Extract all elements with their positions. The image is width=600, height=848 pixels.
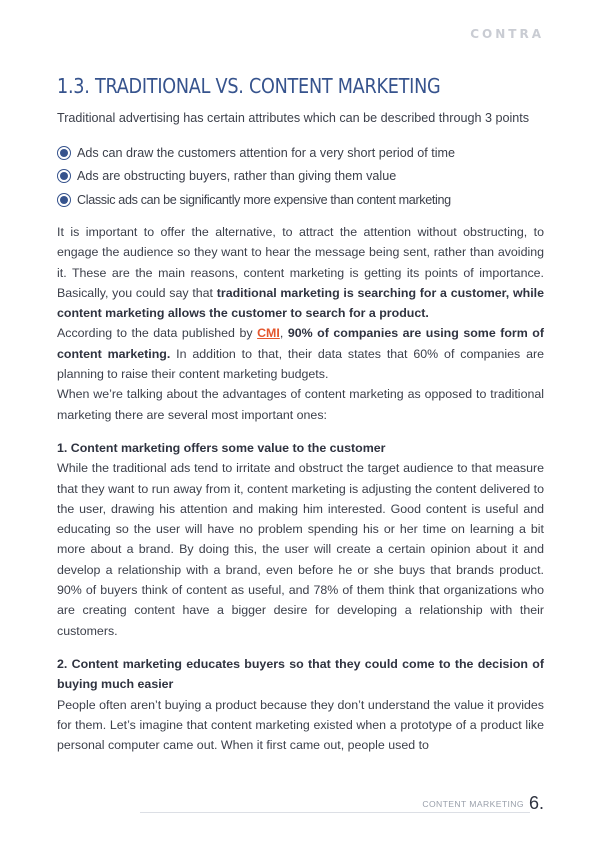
paragraph-text: In addition to that, their data states that 60% of companies are planning to raise their content marketing budgets. bbox=[57, 346, 544, 382]
list-item bbox=[57, 141, 547, 165]
radio-bullet-icon bbox=[57, 193, 71, 207]
list-item bbox=[57, 188, 547, 212]
list-item-text: Classic ads can be significantly more expensive than content marketing bbox=[77, 192, 451, 207]
paragraph: People often aren’t buying a product because they don’t understand the value it provides for them. Let’s imagine that content marketing existed when a prototype of a product like personal computer came out. When it first came out, people used to bbox=[57, 697, 544, 753]
list-item-text: Ads are obstructing buyers, rather than giving them value bbox=[77, 169, 397, 184]
intro-text: Traditional advertising has certain attributes which can be described through 3 points bbox=[57, 111, 530, 125]
paragraph: When we’re talking about the advantages of content marketing as opposed to traditional marketing there are several most important ones: bbox=[57, 387, 544, 422]
cmi-link[interactable]: CMI bbox=[257, 326, 280, 341]
paragraph bbox=[57, 222, 544, 323]
article-body bbox=[57, 222, 544, 755]
brand-logo: CONTRA bbox=[470, 27, 544, 41]
paragraph-text: According to the data published by bbox=[57, 326, 258, 341]
paragraph bbox=[57, 323, 544, 384]
subheading: 1. Content marketing offers some value to the customer bbox=[57, 440, 386, 455]
page-number: 6. bbox=[528, 793, 544, 813]
subheading: 2. Content marketing educates buyers so that they could come to the decision of buying much easier bbox=[57, 656, 544, 692]
footer-divider bbox=[140, 812, 530, 813]
paragraph-text: , bbox=[279, 326, 288, 341]
footer-label: CONTENT MARKETING bbox=[422, 799, 524, 809]
list-item bbox=[57, 165, 547, 189]
emphasis-text: 90% of companies are using some form of content marketing. bbox=[57, 326, 545, 361]
paragraph-text: It is important to offer the alternative, to attract the attention without obstructing, to engage the audience so they want to hear the message being sent, rather than avoiding it. These are the main reasons, content marketing is getting its points of importance. Basically, you could say that bbox=[57, 225, 544, 300]
emphasis-text: traditional marketing is searching for a customer, while content marketing allows the customer to search for a product. bbox=[57, 285, 544, 321]
radio-bullet-icon bbox=[57, 169, 71, 183]
attribute-list bbox=[57, 141, 547, 212]
list-item-text: Ads can draw the customers attention for a very short period of time bbox=[77, 145, 455, 160]
radio-bullet-icon bbox=[57, 146, 71, 160]
paragraph: While the traditional ads tend to irritate and obstruct the target audience to that measure that they want to run away from it, content marketing is adjusting the content delivered to the user, drawing his attention and making him interested. Good content is useful and educating so the user will have no problem spending his or her time on learning a bit more about a brand. By doing this, the user will create a certain opinion about it and develop a relationship with a brand, even before he or she buys that brands product. 90% of buyers think of content as useful, and 78% of them think that organizations who are creating content have a bigger desire for developing a relationship with their customers. bbox=[57, 461, 544, 638]
section-title: 1.3. TRADITIONAL VS. CONTENT MARKETING bbox=[57, 74, 441, 98]
